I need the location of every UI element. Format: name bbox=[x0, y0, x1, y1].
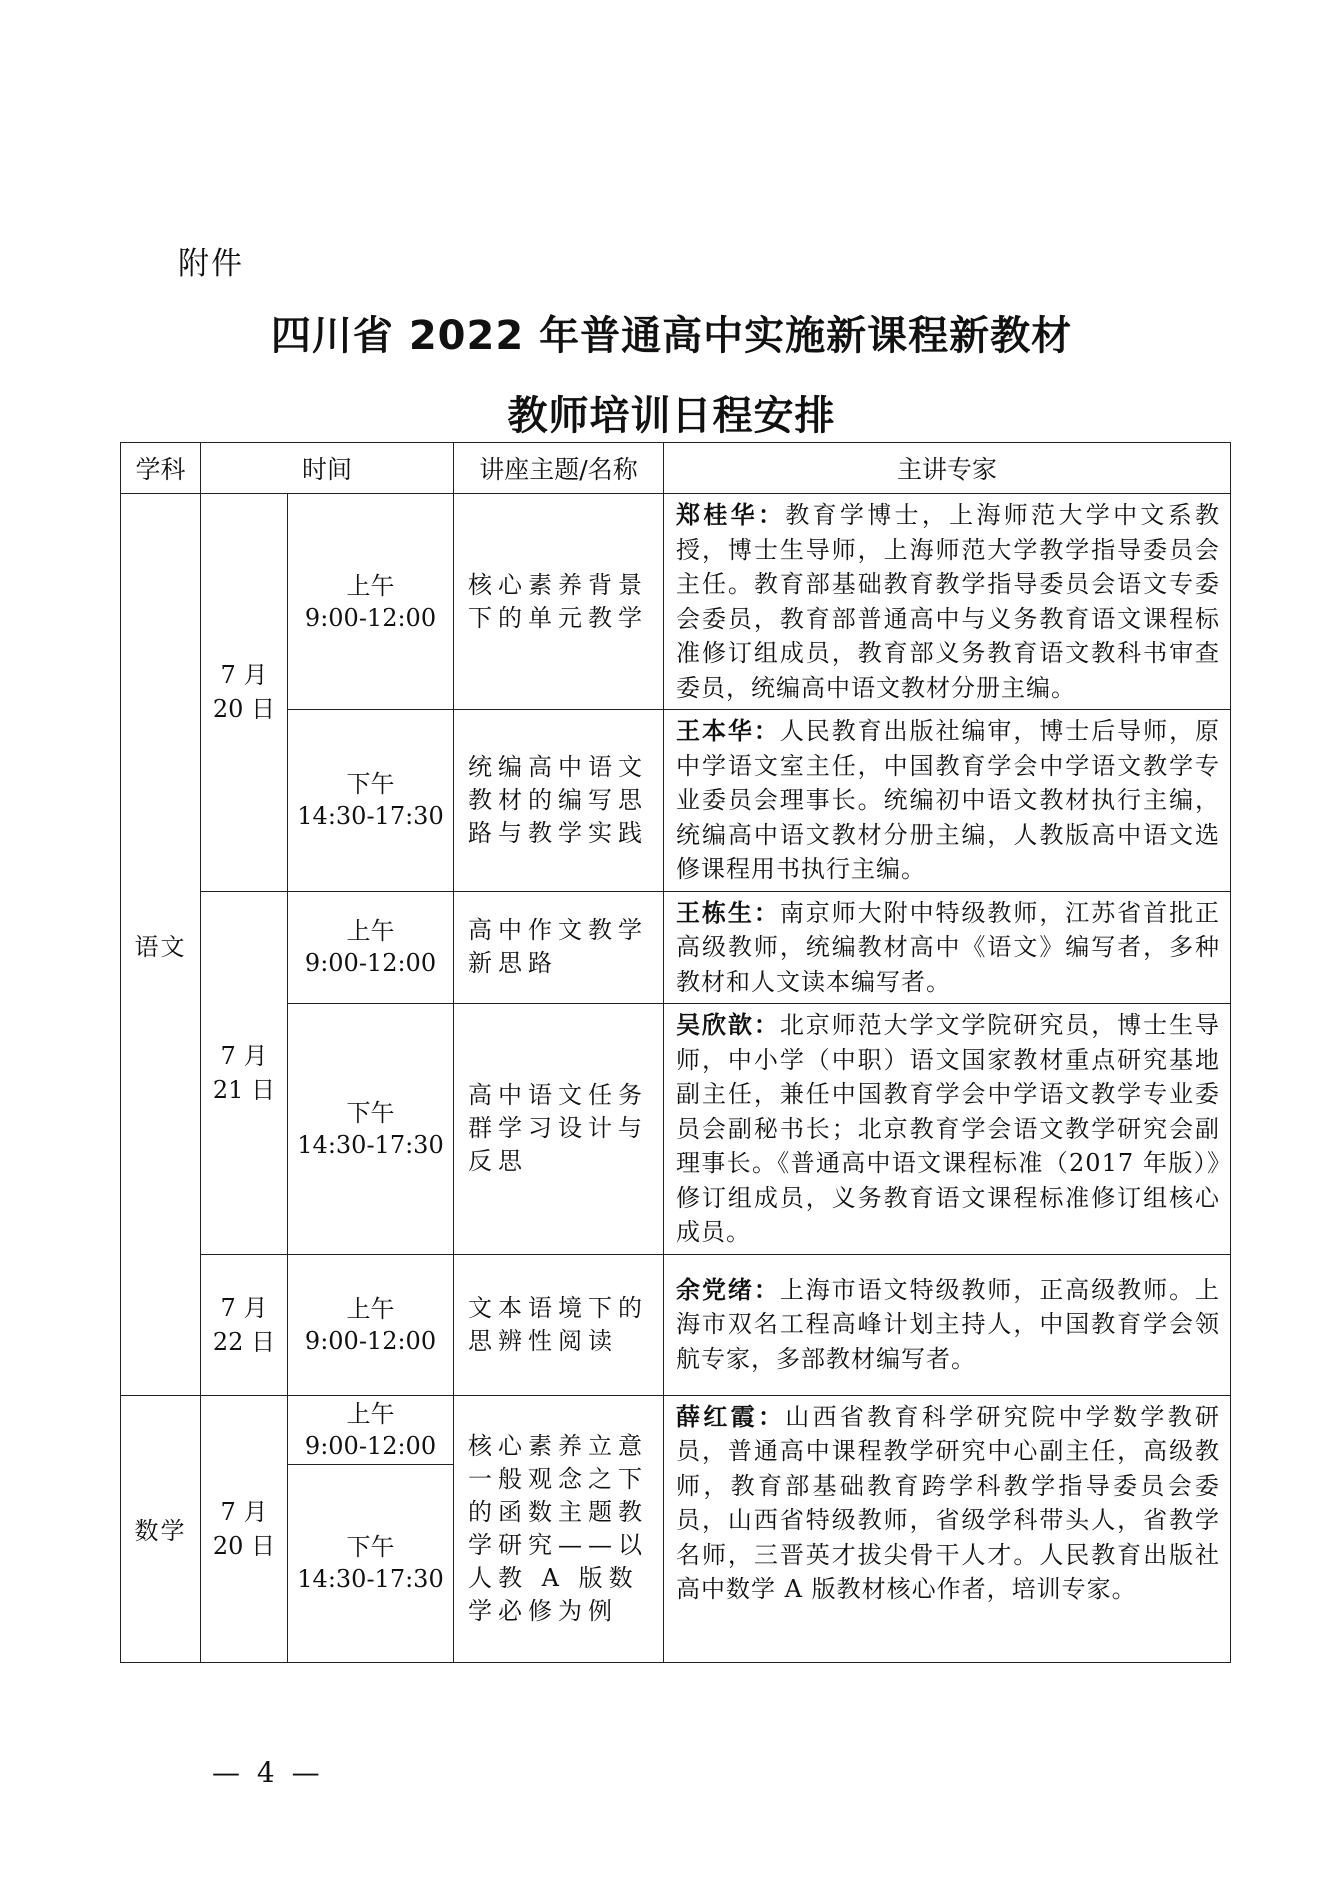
time-cell: 下午 14:30-17:30 bbox=[288, 1464, 454, 1662]
topic-cell: 文本语境下的思辨性阅读 bbox=[454, 1254, 664, 1395]
expert-bio: 山西省教育科学研究院中学数学教研员，普通高中课程教学研究中心副主任，高级教师，教育部基础教育跨学科教学指导委员会委员，山西省特级教师，省级学科带头人，省教学名师，三晋英才拔尖骨干人才。人民教育出版社高中数学 A 版教材核心作者，培训专家。 bbox=[676, 1402, 1221, 1603]
document-title-line-1: 四川省 2022 年普通高中实施新课程新教材 bbox=[270, 313, 1073, 359]
subject-cell: 语文 bbox=[121, 494, 201, 1396]
expert-bio: 上海市语文特级教师，正高级教师。上海市双名工程高峰计划主持人，中国教育学会领航专家，多部教材编写者。 bbox=[676, 1275, 1221, 1373]
date-cell: 7 月 20 日 bbox=[201, 494, 288, 892]
date-cell: 7 月 21 日 bbox=[201, 891, 288, 1254]
expert-cell bbox=[664, 1395, 1231, 1662]
expert-name: 王本华： bbox=[676, 716, 780, 745]
expert-bio: 人民教育出版社编审，博士后导师，原中学语文室主任，中国教育学会中学语文教学专业委员会理事长。统编初中语文教材执行主编，统编高中语文教材分册主编，人教版高中语文选修课程用书执行主编。 bbox=[676, 717, 1221, 883]
expert-name: 吴欣歆： bbox=[676, 1010, 780, 1039]
header-time: 时间 bbox=[201, 443, 454, 494]
expert-name: 薛红霞： bbox=[676, 1401, 786, 1431]
expert-name: 郑桂华： bbox=[676, 500, 786, 529]
table-row bbox=[121, 1254, 1231, 1395]
table-header-row bbox=[121, 443, 1231, 494]
expert-name: 王栋生： bbox=[676, 897, 780, 927]
topic-cell: 高中语文任务群学习设计与反思 bbox=[454, 1004, 664, 1255]
time-cell: 上午 9:00-12:00 bbox=[288, 1395, 454, 1464]
header-topic: 讲座主题/名称 bbox=[454, 443, 664, 494]
attachment-label: 附件 bbox=[178, 246, 244, 282]
time-cell: 下午 14:30-17:30 bbox=[288, 1004, 454, 1255]
document-title-line-2: 教师培训日程安排 bbox=[507, 393, 836, 439]
expert-bio: 南京师大附中特级教师，江苏省首批正高级教师，统编教材高中《语文》编写者，多种教材和人文读本编写者。 bbox=[676, 898, 1221, 996]
table-row bbox=[121, 1004, 1231, 1255]
table-row bbox=[121, 494, 1231, 710]
header-expert: 主讲专家 bbox=[664, 443, 1231, 494]
expert-bio: 北京师范大学文学院研究员，博士生导师，中小学（中职）语文国家教材重点研究基地副主任，兼任中国教育学会中学语文教学专业委员会副秘书长；北京教育学会语文教学研究会副理事长。《普通高中语文课程标准（2017 年版）》修订组成员，义务教育语文课程标准修订组核心成员。 bbox=[676, 1011, 1221, 1246]
table-row bbox=[121, 891, 1231, 1004]
time-cell: 上午 9:00-12:00 bbox=[288, 1254, 454, 1395]
page-number: — 4 — bbox=[212, 1756, 324, 1789]
topic-cell: 统编高中语文教材的编写思路与教学实践 bbox=[454, 710, 664, 892]
expert-cell bbox=[664, 1004, 1231, 1255]
expert-cell bbox=[664, 494, 1231, 710]
date-cell: 7 月 22 日 bbox=[201, 1254, 288, 1395]
header-subject: 学科 bbox=[121, 443, 201, 494]
topic-cell: 核心素养背景下的单元教学 bbox=[454, 494, 664, 710]
time-cell: 上午 9:00-12:00 bbox=[288, 494, 454, 710]
topic-cell: 高中作文教学新思路 bbox=[454, 891, 664, 1004]
subject-cell: 数学 bbox=[121, 1395, 201, 1662]
table-row bbox=[121, 1395, 1231, 1464]
time-cell: 上午 9:00-12:00 bbox=[288, 891, 454, 1004]
training-schedule-table bbox=[120, 442, 1231, 1663]
expert-cell bbox=[664, 1254, 1231, 1395]
expert-cell bbox=[664, 891, 1231, 1004]
expert-name: 余党绪： bbox=[676, 1274, 780, 1304]
time-cell: 下午 14:30-17:30 bbox=[288, 710, 454, 892]
expert-bio: 教育学博士，上海师范大学中文系教授，博士生导师，上海师范大学教学指导委员会主任。教育部基础教育教学指导委员会语文专委会委员，教育部普通高中与义务教育语文课程标准修订组成员，教育部义务教育语文教科书审查委员，统编高中语文教材分册主编。 bbox=[676, 501, 1221, 702]
table-row bbox=[121, 710, 1231, 892]
expert-cell bbox=[664, 710, 1231, 892]
date-cell: 7 月 20 日 bbox=[201, 1395, 288, 1662]
topic-cell: 核心素养立意一般观念之下的函数主题教学研究——以人教 A 版数学必修为例 bbox=[454, 1395, 664, 1662]
